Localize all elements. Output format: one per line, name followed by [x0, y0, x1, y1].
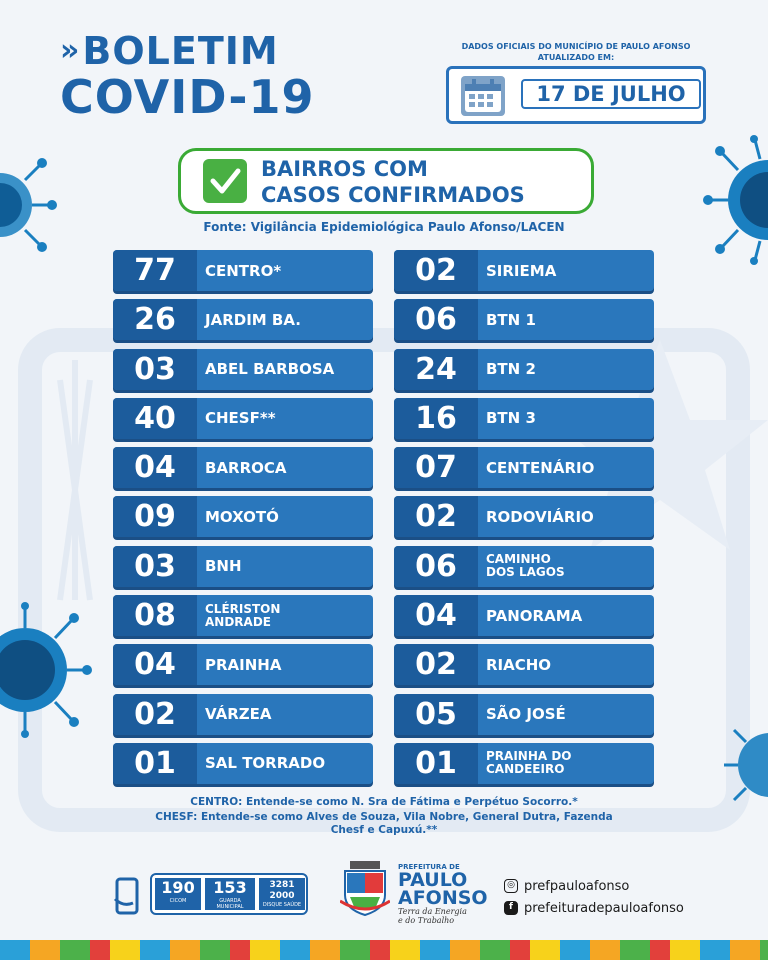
- case-count: 16: [394, 398, 478, 439]
- neighborhood-name: CAMINHO DOS LAGOS: [486, 552, 565, 580]
- neighborhood-name: JARDIM BA.: [205, 310, 301, 329]
- pref-big1: PAULO: [398, 869, 468, 891]
- neighborhood-name: BNH: [205, 557, 242, 576]
- date-box: [446, 66, 706, 124]
- city-crest-logo: [340, 859, 390, 917]
- neighborhood-row: [394, 595, 654, 636]
- bulletin-title: [60, 30, 315, 122]
- facebook-handle: prefeituradepauloafonso: [524, 900, 684, 916]
- case-count: 03: [113, 349, 197, 390]
- case-count: 09: [113, 496, 197, 537]
- neighborhood-name: ABEL BARBOSA: [205, 360, 335, 379]
- neighborhood-row: [394, 694, 654, 735]
- case-count: 06: [394, 299, 478, 340]
- case-count: 06: [394, 546, 478, 587]
- case-count: 02: [113, 694, 197, 735]
- neighborhood-list-right: [394, 250, 654, 792]
- neighborhood-name: VÁRZEA: [205, 705, 272, 724]
- case-count: 26: [113, 299, 197, 340]
- neighborhood-name: PANORAMA: [486, 606, 583, 625]
- date-caption: DADOS OFICIAIS DO MUNICÍPIO DE PAULO AFONSO ATUALIZADO EM:: [461, 42, 691, 62]
- facebook-link[interactable]: [504, 897, 684, 919]
- neighborhood-row: [394, 250, 654, 291]
- case-count: 02: [394, 644, 478, 685]
- neighborhood-row: [113, 496, 373, 537]
- case-count: 04: [394, 595, 478, 636]
- neighborhood-row: [113, 349, 373, 390]
- neighborhood-name: BARROCA: [205, 458, 287, 477]
- neighborhood-name: BTN 3: [486, 409, 536, 428]
- case-count: 02: [394, 250, 478, 291]
- facebook-icon: f: [504, 901, 518, 915]
- color-stripe: [0, 940, 768, 960]
- instagram-handle: prefpauloafonso: [524, 878, 630, 894]
- title-line1: BOLETIM: [82, 29, 279, 73]
- hotline-cicom-number: 190: [161, 878, 195, 897]
- neighborhood-name: CENTRO*: [205, 261, 282, 280]
- case-count: 05: [394, 694, 478, 735]
- case-count: 01: [394, 743, 478, 784]
- neighborhood-name: PRAINHA DO CANDEEIRO: [486, 749, 572, 777]
- case-count: 24: [394, 349, 478, 390]
- neighborhood-row: [394, 398, 654, 439]
- case-count: 40: [113, 398, 197, 439]
- neighborhood-name: SIRIEMA: [486, 261, 557, 280]
- prefeitura-logo: [398, 863, 488, 925]
- calendar-icon: [461, 76, 505, 116]
- case-count: 01: [113, 743, 197, 784]
- neighborhood-row: [394, 743, 654, 784]
- neighborhood-row: [113, 694, 373, 735]
- neighborhood-row: [394, 299, 654, 340]
- neighborhood-row: [394, 644, 654, 685]
- note-chesf: CHESF: Entende-se como Alves de Souza, Vila Nobre, General Dutra, Fazenda Chesf e Capuxú.**: [155, 811, 613, 836]
- instagram-icon: ◎: [504, 879, 518, 893]
- virus-icon: [720, 720, 768, 810]
- neighborhood-row: [113, 644, 373, 685]
- note-centro: CENTRO: Entende-se como N. Sra de Fátima e Perpétuo Socorro.*: [190, 796, 578, 808]
- case-count: 02: [394, 496, 478, 537]
- neighborhood-name: SAL TORRADO: [205, 754, 326, 773]
- neighborhood-name: BTN 2: [486, 360, 536, 379]
- hotline-guarda-number: 153: [213, 878, 247, 897]
- case-count: 04: [113, 644, 197, 685]
- case-count: 07: [394, 447, 478, 488]
- hotline-saude-number: 3281 2000: [269, 880, 295, 901]
- neighborhood-row: [113, 250, 373, 291]
- neighborhood-list-left: [113, 250, 373, 792]
- neighborhood-row: [113, 447, 373, 488]
- virus-icon: [0, 600, 95, 740]
- pref-small: PREFEITURA DE: [398, 863, 460, 871]
- slogan-line1: Terra da Energia: [398, 907, 467, 916]
- neighborhood-name: BTN 1: [486, 310, 536, 329]
- neighborhood-name: SÃO JOSÉ: [486, 705, 566, 724]
- neighborhood-name: MOXOTÓ: [205, 507, 279, 526]
- hotline-saude-label: DISQUE SAÚDE: [262, 902, 302, 908]
- neighborhood-row: [113, 546, 373, 587]
- neighborhood-name: CENTENÁRIO: [486, 458, 595, 477]
- case-count: 77: [113, 250, 197, 291]
- instagram-link[interactable]: [504, 875, 684, 897]
- checkmark-icon: [203, 159, 247, 203]
- update-date: 17 DE JULHO: [521, 79, 701, 109]
- neighborhood-name: CHESF**: [205, 409, 276, 428]
- neighborhood-row: [394, 496, 654, 537]
- section-header: [178, 148, 594, 214]
- neighborhood-row: [394, 546, 654, 587]
- footnotes: [140, 796, 628, 839]
- hotlines: [150, 873, 308, 915]
- virus-icon: [700, 135, 768, 265]
- case-count: 03: [113, 546, 197, 587]
- section-title-line1: BAIRROS COM: [261, 157, 428, 181]
- neighborhood-row: [113, 743, 373, 784]
- neighborhood-name: CLÉRISTON ANDRADE: [205, 601, 281, 629]
- neighborhood-row: [394, 349, 654, 390]
- title-arrow: »: [60, 33, 81, 68]
- neighborhood-row: [113, 398, 373, 439]
- slogan-line2: e do Trabalho: [398, 916, 455, 925]
- neighborhood-name: RODOVIÁRIO: [486, 507, 594, 526]
- neighborhood-row: [113, 299, 373, 340]
- case-count: 04: [113, 447, 197, 488]
- neighborhood-name: PRAINHA: [205, 655, 282, 674]
- footer: [0, 855, 768, 935]
- phone-icon: [113, 877, 143, 917]
- pref-big2: AFONSO: [398, 887, 488, 909]
- data-source: Fonte: Vigilância Epidemiológica Paulo Afonso/LACEN: [203, 220, 565, 234]
- section-title-line2: CASOS CONFIRMADOS: [261, 183, 525, 207]
- neighborhood-row: [113, 595, 373, 636]
- hotline-cicom-label: CICOM: [169, 898, 187, 904]
- virus-icon: [0, 150, 60, 260]
- case-count: 08: [113, 595, 197, 636]
- neighborhood-name: RIACHO: [486, 655, 552, 674]
- social-links: [504, 875, 684, 919]
- neighborhood-row: [394, 447, 654, 488]
- hotline-guarda-label: GUARDA MUNICIPAL: [216, 898, 244, 910]
- title-line2: COVID-19: [60, 70, 315, 124]
